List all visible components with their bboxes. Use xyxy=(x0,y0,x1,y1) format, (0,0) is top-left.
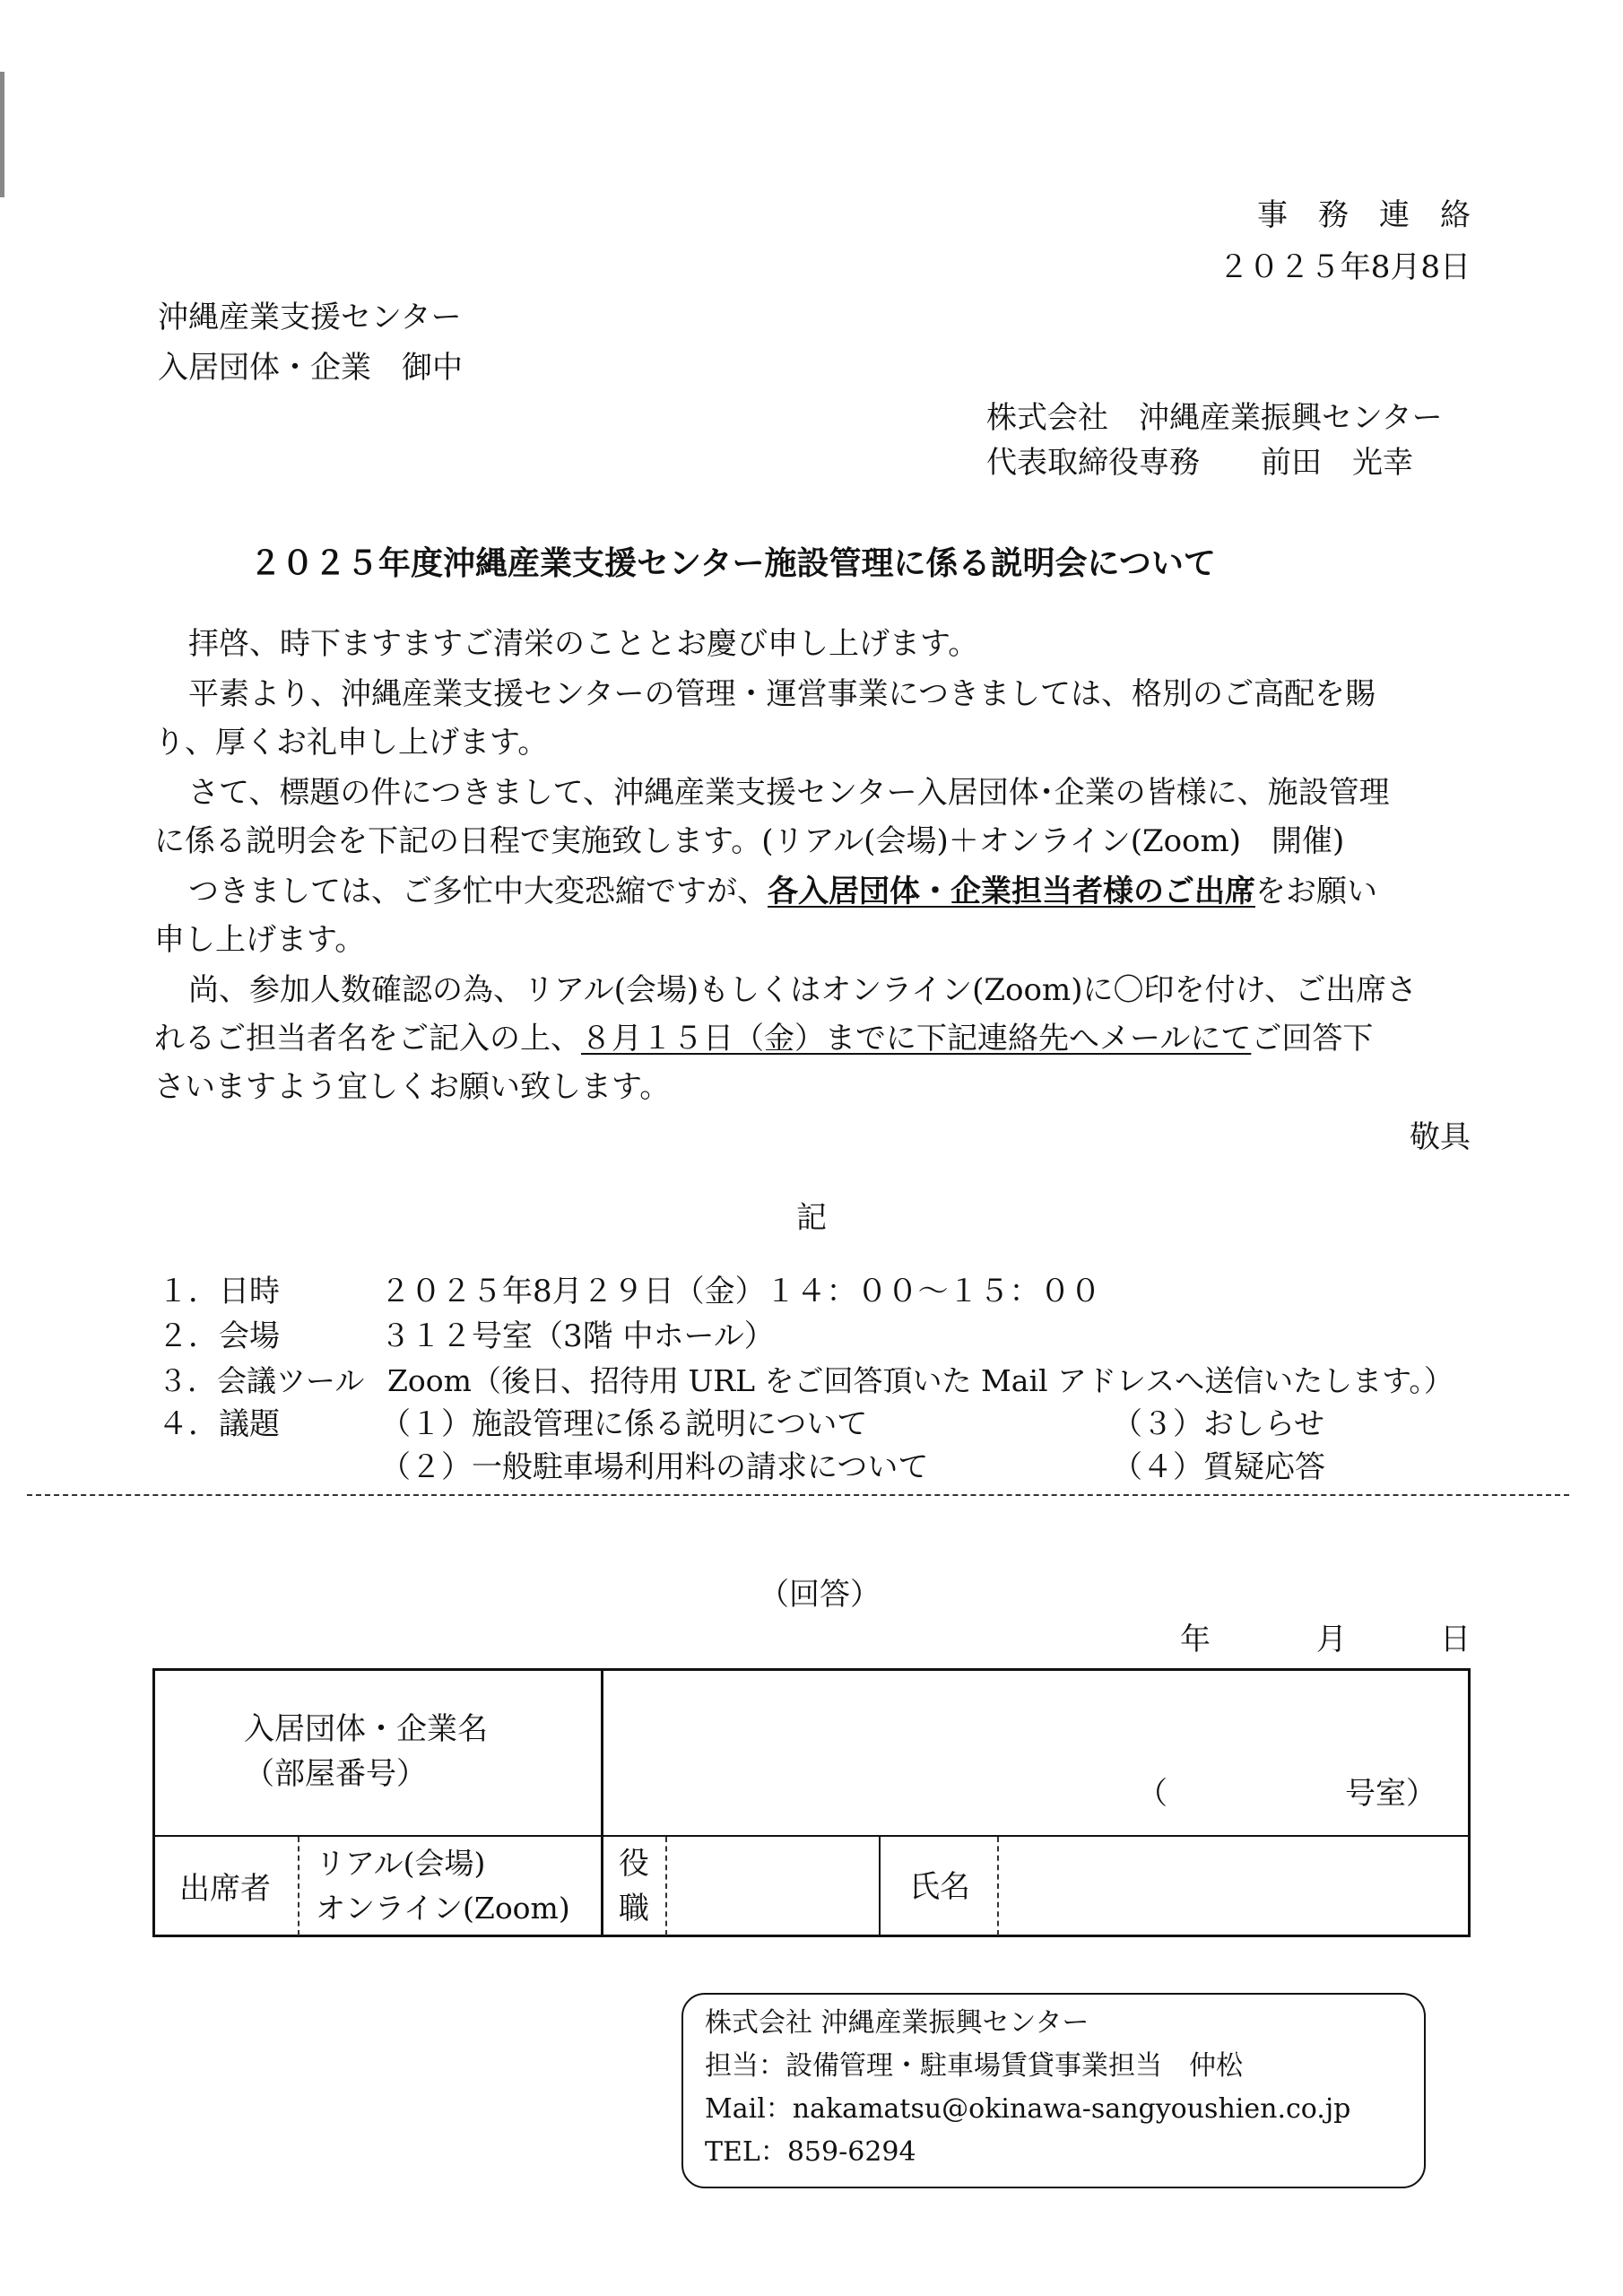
item3-value: Zoom（後日、招待用 URL をご回答頂いた Mail アドレスへ送信いたします。） xyxy=(387,1363,1454,1398)
body-p4a xyxy=(188,872,1377,911)
room-suffix: 号室） xyxy=(1345,1776,1436,1812)
item1-label: １．日時 xyxy=(158,1274,280,1309)
agenda-item-3: （３）おしらせ xyxy=(1112,1406,1324,1442)
name-field[interactable] xyxy=(1006,1840,1465,1934)
company-name-label: 入居団体・企業名 xyxy=(244,1711,488,1747)
position-label-top: 役 xyxy=(619,1846,649,1882)
table-col-divider-name xyxy=(879,1837,881,1935)
contact-tel: TEL：859-6294 xyxy=(705,2136,916,2168)
recipient-line1: 沖縄産業支援センター xyxy=(158,300,462,335)
contact-person: 担当：設備管理・駐車場賃貸事業担当 仲松 xyxy=(705,2050,1243,2082)
name-label: 氏名 xyxy=(909,1869,970,1905)
table-row-divider xyxy=(152,1835,1471,1837)
recipient-line2: 入居団体・企業 御中 xyxy=(158,350,463,386)
contact-mail[interactable]: Mail：nakamatsu@okinawa-sangyoushien.co.jp xyxy=(705,2093,1351,2125)
agenda-item-1: （１）施設管理に係る説明について xyxy=(380,1406,868,1442)
room-number-label: （部屋番号） xyxy=(244,1756,427,1792)
body-p2a: 平素より、沖縄産業支援センターの管理・運営事業につきましては、格別のご高配を賜 xyxy=(188,676,1376,712)
body-p1: 拝啓、時下ますますご清栄のこととお慶び申し上げます。 xyxy=(188,626,979,662)
body-p4a-pre: つきましては、ご多忙中大変恐縮ですが、 xyxy=(188,874,768,909)
table-col-divider-main xyxy=(601,1668,603,1937)
body-p3a: さて、標題の件につきまして、沖縄産業支援センター入居団体･企業の皆様に、施設管理 xyxy=(188,775,1390,811)
document-title: ２０２５年度沖縄産業支援センター施設管理に係る説明会について xyxy=(249,545,1216,582)
company-name-field[interactable] xyxy=(613,1677,1456,1830)
reply-heading: （回答） xyxy=(759,1577,881,1613)
table-col-divider-attendee xyxy=(298,1837,299,1935)
position-field[interactable] xyxy=(674,1840,875,1934)
body-p5b-post: ご回答下 xyxy=(1251,1021,1374,1057)
agenda-item-2: （２）一般駐車場利用料の請求について xyxy=(380,1449,929,1485)
doc-type: 事 務 連 絡 xyxy=(1257,197,1471,233)
body-closing: 敬具 xyxy=(1410,1119,1471,1155)
item1-value: ２０２５年8月２９日（金）１４：００～１５：００ xyxy=(380,1274,1101,1309)
table-col-divider-name-label xyxy=(997,1837,999,1935)
option-online-zoom[interactable]: オンライン(Zoom) xyxy=(316,1891,570,1926)
item3-label: ３．会議ツール xyxy=(158,1363,365,1398)
doc-date: ２０２５年8月8日 xyxy=(1218,249,1471,285)
reply-day: 日 xyxy=(1440,1622,1471,1657)
body-p5c: さいますよう宜しくお願い致します。 xyxy=(154,1069,671,1105)
item2-value: ３１２号室（3階 中ホール） xyxy=(380,1318,775,1354)
item4-label: ４．議題 xyxy=(158,1406,280,1442)
cut-line-separator xyxy=(27,1494,1569,1496)
agenda-item-4: （４）質疑応答 xyxy=(1112,1449,1325,1485)
body-p4a-underlined: 各入居団体・企業担当者様のご出席 xyxy=(768,874,1255,909)
body-p3b: に係る説明会を下記の日程で実施致します。(リアル(会場)＋オンライン(Zoom) 開催) xyxy=(154,823,1345,859)
reply-month: 月 xyxy=(1316,1622,1347,1657)
option-real-venue[interactable]: リアル(会場) xyxy=(316,1846,486,1881)
scan-edge-mark xyxy=(0,72,4,197)
body-p5a: 尚、参加人数確認の為、リアル(会場)もしくはオンライン(Zoom)に〇印を付け、ご出席さ xyxy=(188,972,1418,1008)
body-p4a-post: をお願い xyxy=(1255,874,1377,909)
position-label-bottom: 職 xyxy=(619,1891,649,1926)
item2-label: ２．会場 xyxy=(158,1318,280,1354)
body-p2b: り、厚くお礼申し上げます。 xyxy=(154,725,549,761)
room-open-paren: （ xyxy=(1137,1776,1167,1812)
sender-person: 代表取締役専務 前田 光幸 xyxy=(986,445,1413,481)
reply-year: 年 xyxy=(1180,1622,1211,1657)
table-col-divider-position xyxy=(665,1837,667,1935)
body-p5b xyxy=(154,1019,1373,1058)
body-p4b: 申し上げます。 xyxy=(154,922,366,958)
body-p5b-underlined: ８月１５日（金）までに下記連絡先へメールにて xyxy=(581,1021,1252,1057)
contact-company: 株式会社 沖縄産業振興センター xyxy=(705,2007,1089,2039)
attendee-label: 出席者 xyxy=(179,1871,271,1907)
ki-heading: 記 xyxy=(796,1200,827,1236)
body-p5b-pre: れるご担当者名をご記入の上、 xyxy=(154,1021,581,1057)
sender-company: 株式会社 沖縄産業振興センター xyxy=(986,400,1443,436)
